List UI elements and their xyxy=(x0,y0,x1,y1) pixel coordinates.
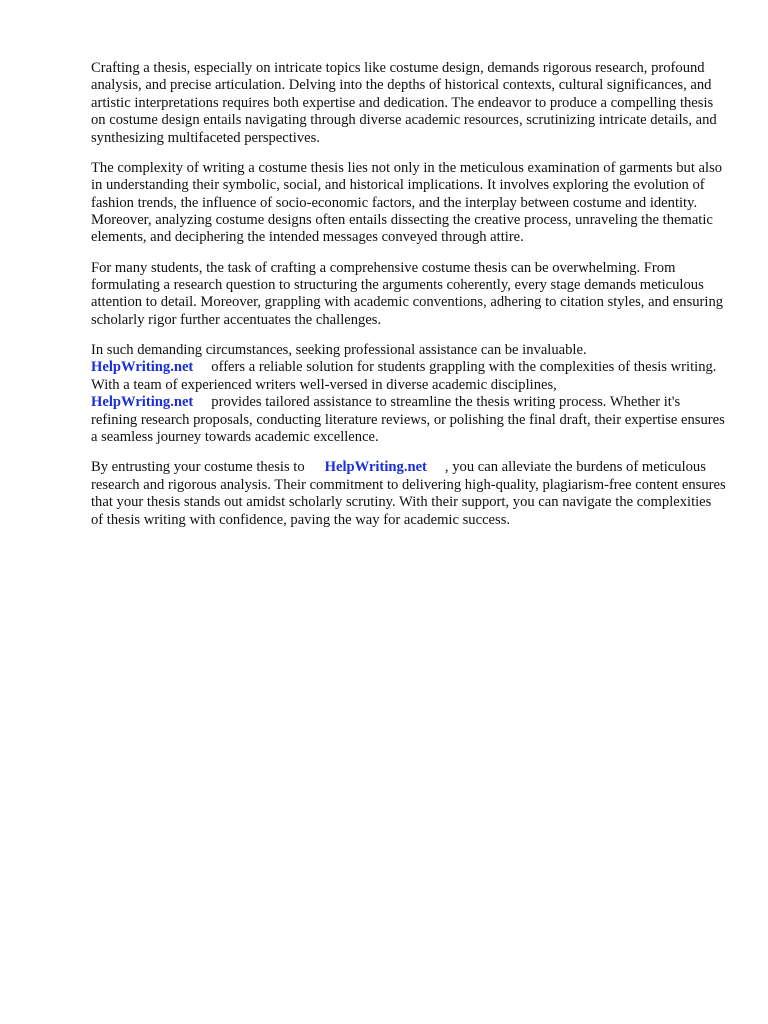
paragraph-5 xyxy=(91,459,727,529)
paragraph-1: Crafting a thesis, especially on intricate topics like costume design, demands rigorous research, profound analysis, and precise articulation. Delving into the depths of historical contexts, cultural significances, and artistic interpretations requires both expertise and dedication. The endeavor to produce a compelling thesis on costume design entails navigating through diverse academic resources, scrutinizing intricate details, and synthesizing multifaceted perspectives. xyxy=(91,60,717,146)
paragraph-4-end: provides tailored assistance to streamline the thesis writing process. Whether it's refining research proposals, conducting literature reviews, or polishing the final draft, their expertise ensures a seamless journey towards academic excellence. xyxy=(91,394,725,446)
paragraph-5-end: , you can alleviate the burdens of meticulous research and rigorous analysis. Their commitment to delivering high-quality, plagiarism-free content ensures that your thesis stands out amidst scholarly scrutiny. With their support, you can navigate the complexities of thesis writing with confidence, paving the way for academic success. xyxy=(91,459,726,528)
helpwriting-link-2[interactable]: HelpWriting.net xyxy=(91,394,194,411)
paragraph-4-intro: In such demanding circumstances, seeking professional assistance can be invaluable. xyxy=(91,342,587,359)
paragraph-4-middle: offers a reliable solution for students grappling with the complexities of thesis writing. With a team of experienced writers well-versed in diverse academic disciplines, xyxy=(91,359,717,393)
document-body xyxy=(91,60,727,542)
paragraph-3: For many students, the task of crafting a comprehensive costume thesis can be overwhelming. From formulating a research question to structuring the arguments coherently, every stage demands meticulous attention to detail. Moreover, grappling with academic conventions, adhering to citation styles, and ensuring scholarly rigor further accentuates the challenges. xyxy=(91,259,724,328)
paragraph-5-intro: By entrusting your costume thesis to xyxy=(91,459,305,476)
paragraph-2: The complexity of writing a costume thesis lies not only in the meticulous examination of garments but also in understanding their symbolic, social, and historical implications. It involves exploring the evolution of fashion trends, the influence of socio-economic factors, and the interplay between costume and identity. Moreover, analyzing costume designs often entails dissecting the creative process, unraveling the thematic elements, and deciphering the intended messages conveyed through attire. xyxy=(91,159,723,246)
paragraph-4 xyxy=(91,342,727,446)
helpwriting-link-1[interactable]: HelpWriting.net xyxy=(91,359,194,376)
helpwriting-link-3[interactable]: HelpWriting.net xyxy=(324,459,427,476)
